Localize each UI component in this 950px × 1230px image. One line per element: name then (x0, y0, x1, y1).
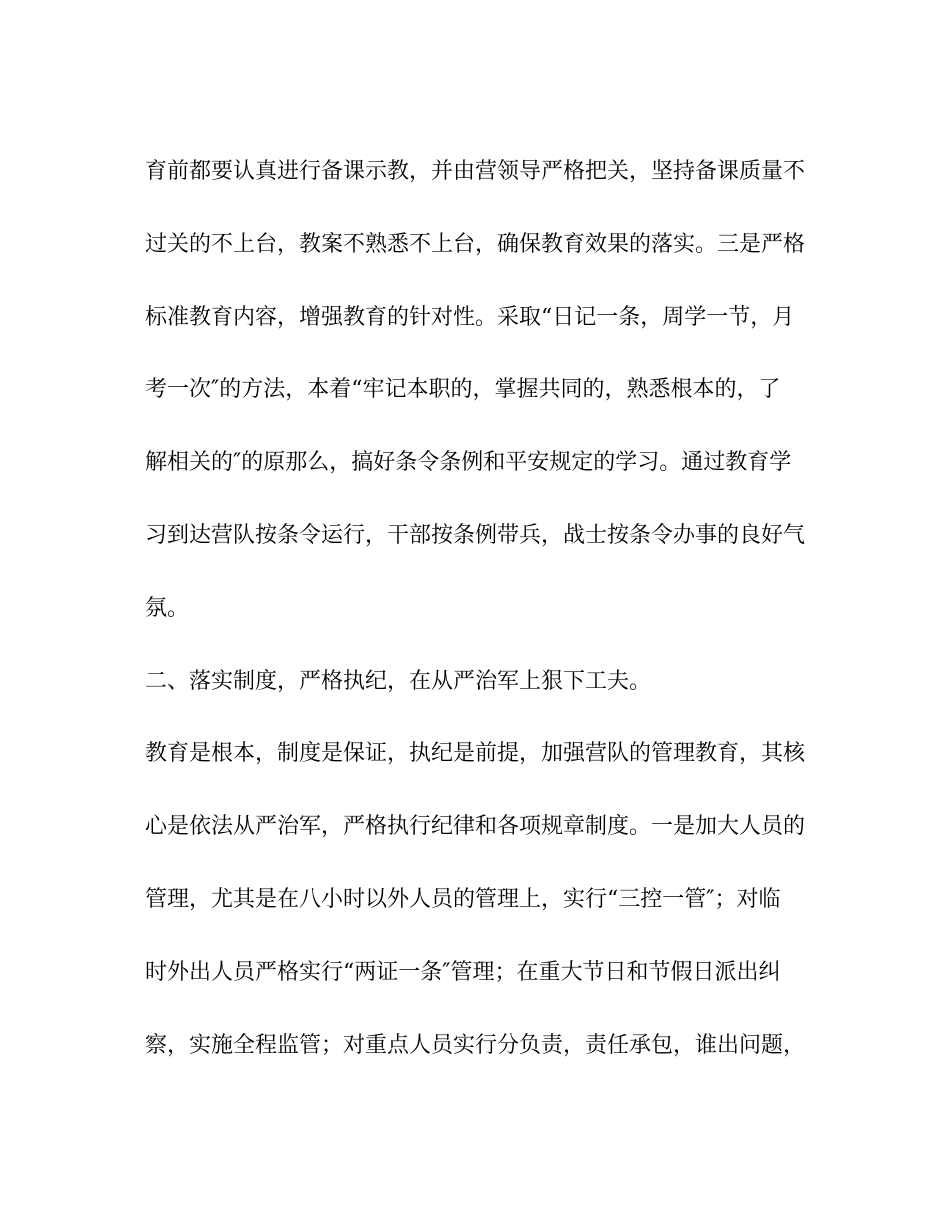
text-line: 标准教育内容，增强教育的针对性。采取“日记一条，周学一节，月 (145, 304, 795, 330)
text-line: 察，实施全程监管；对重点人员实行分负责，责任承包，谁出问题， (145, 1032, 806, 1058)
text-line: 管理，尤其是在八小时以外人员的管理上，实行“三控一管″；对临 (145, 886, 781, 912)
body-text (145, 136, 810, 1082)
text-line: 过关的不上台，教案不熟悉不上台，确保教育效果的落实。三是严格 (145, 231, 806, 257)
text-line: 习到达营队按条令运行，干部按条例带兵，战士按条令办事的良好气 (145, 522, 806, 548)
text-line: 时外出人员严格实行“两证一条″管理；在重大节日和节假日派出纠 (145, 959, 781, 985)
text-line: 氛。 (145, 595, 190, 621)
text-line: 解相关的″的原那么，搞好条令条例和平安规定的学习。通过教育学 (145, 450, 792, 476)
text-line: 考一次″的方法，本着“牢记本职的，掌握共同的，熟悉根本的，了 (145, 377, 781, 403)
text-line: 育前都要认真进行备课示教，并由营领导严格把关，坚持备课质量不 (145, 159, 806, 184)
text-line: 心是依法从严治军，严格执行纪律和各项规章制度。一是加大人员的 (145, 814, 806, 840)
text-line: 教育是根本，制度是保证，执纪是前提，加强营队的管理教育，其核 (145, 741, 806, 767)
section-heading: 二、落实制度，严格执纪，在从严治军上狠下工夫。 (145, 668, 652, 694)
